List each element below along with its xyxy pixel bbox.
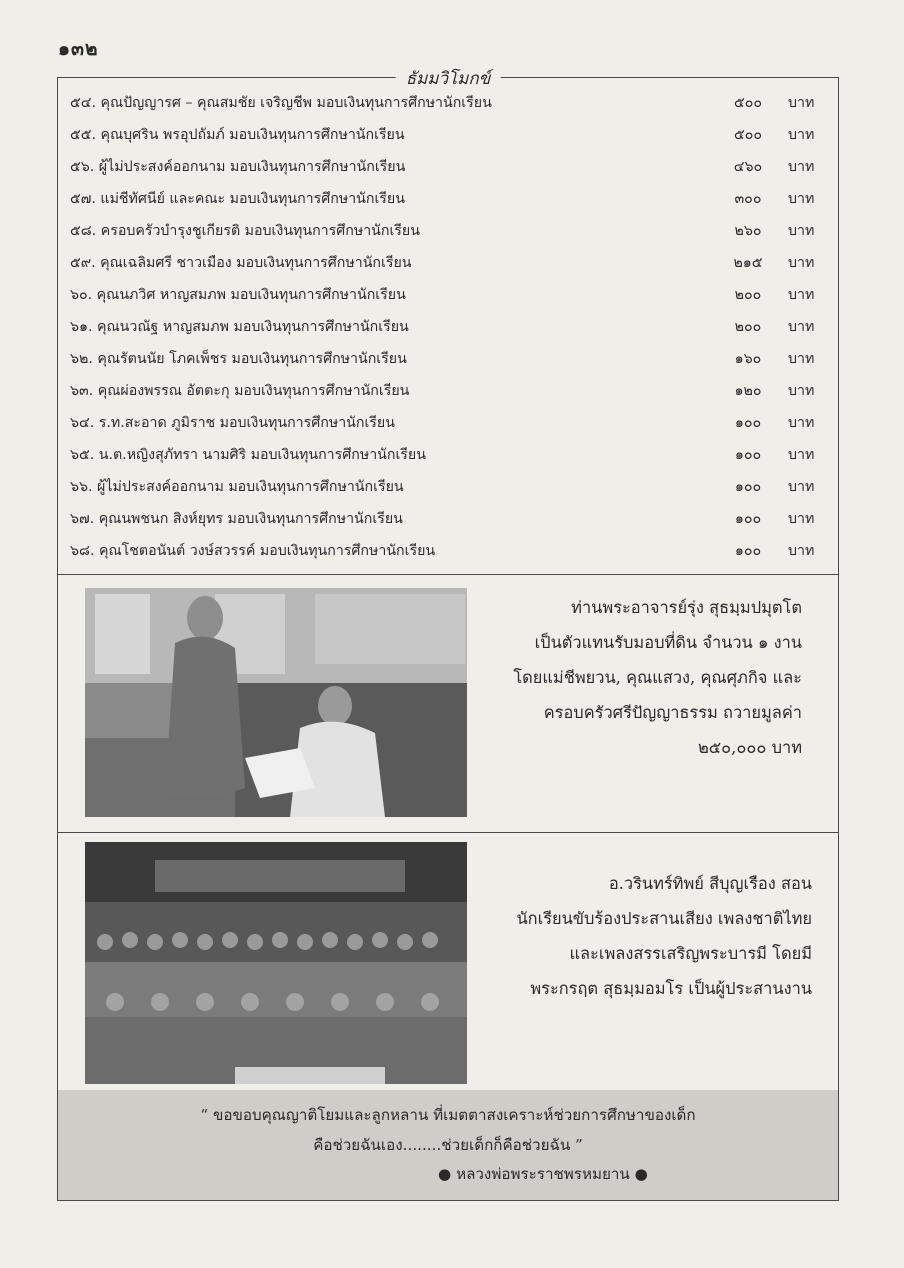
donation-row: [58, 472, 838, 502]
donor-name: ๖๓. คุณผ่องพรรณ อัตตะกุ มอบเงินทุนการศึกษานักเรียน: [70, 383, 410, 399]
donation-row: [58, 408, 838, 438]
donation-amount: ๒๐๐: [734, 319, 762, 335]
donation-amount: ๕๐๐: [733, 127, 763, 143]
content-frame: [57, 69, 839, 1201]
currency-unit: บาท: [788, 543, 815, 559]
quote-line-2: คือช่วยฉันเอง........ช่วยเด็กก็คือช่วยฉัน ”: [313, 1136, 583, 1154]
currency-unit: บาท: [788, 383, 815, 399]
donation-amount: ๑๐๐: [734, 511, 762, 527]
donor-name: ๖๑. คุณนวณัฐ หาญสมภพ มอบเงินทุนการศึกษานักเรียน: [70, 319, 409, 335]
photo-placeholder: [85, 588, 467, 817]
caption-line: พระกรฤต สุธมฺมอมโร เป็นผู้ประสานงาน: [530, 979, 812, 998]
donation-row: [58, 216, 838, 246]
donation-row: [58, 440, 838, 470]
header-title: ธัมมวิโมกข์: [396, 65, 501, 92]
donor-name: ๖๐. คุณนภวิศ หาญสมภพ มอบเงินทุนการศึกษานักเรียน: [70, 287, 406, 303]
donor-name: ๕๙. คุณเฉลิมศรี ชาวเมือง มอบเงินทุนการศึกษานักเรียน: [70, 255, 412, 271]
donation-amount: ๓๐๐: [734, 191, 762, 207]
currency-unit: บาท: [788, 447, 815, 463]
donation-amount: ๑๐๐: [734, 447, 762, 463]
currency-unit: บาท: [788, 159, 815, 175]
donation-amount: ๒๖๐: [734, 223, 762, 239]
quote-signature: ● หลวงพ่อพระราชพรหมยาน ●: [438, 1165, 648, 1183]
donor-name: ๕๘. ครอบครัวบำรุงชูเกียรติ มอบเงินทุนการศึกษานักเรียน: [70, 223, 420, 239]
donation-amount: ๒๐๐: [734, 287, 762, 303]
caption-line: เป็นตัวแทนรับมอบที่ดิน จำนวน ๑ งาน: [534, 633, 802, 652]
donation-amount: ๑๖๐: [734, 351, 762, 367]
quote-line-1: “ ขอขอบคุณญาติโยมและลูกหลาน ที่เมตตาสงเคราะห์ช่วยการศึกษาของเด็ก: [200, 1106, 696, 1124]
currency-unit: บาท: [788, 415, 815, 431]
donation-amount: ๕๐๐: [733, 95, 763, 111]
donation-row: [58, 152, 838, 182]
currency-unit: บาท: [788, 255, 815, 271]
currency-unit: บาท: [788, 319, 815, 335]
page-number: ๑๓๒: [58, 38, 99, 60]
donor-name: ๖๔. ร.ท.สะอาด ภูมิราช มอบเงินทุนการศึกษานักเรียน: [70, 415, 395, 431]
choir-section: [58, 832, 838, 1091]
donor-name: ๖๒. คุณรัตนนัย โภคเพ็ชร มอบเงินทุนการศึกษานักเรียน: [70, 351, 407, 367]
donation-amount: ๑๐๐: [734, 543, 762, 559]
donation-row: [58, 88, 838, 118]
donation-row: [58, 312, 838, 342]
donation-row: [58, 344, 838, 374]
caption-line: ๒๕๐,๐๐๐ บาท: [697, 738, 802, 757]
caption-line: ครอบครัวศรีปัญญาธรรม ถวายมูลค่า: [543, 703, 802, 722]
donor-name: ๖๕. น.ต.หญิงสุภัทรา นามศิริ มอบเงินทุนการศึกษานักเรียน: [70, 447, 426, 463]
donation-row: [58, 536, 838, 566]
donation-amount: ๑๐๐: [734, 415, 762, 431]
currency-unit: บาท: [788, 191, 815, 207]
currency-unit: บาท: [788, 479, 815, 495]
caption-line: อ.วรินทร์ทิพย์ สีบุญเรือง สอน: [608, 874, 812, 893]
donation-amount: ๑๐๐: [734, 479, 762, 495]
land-donation-section: [58, 574, 838, 833]
donation-row: [58, 504, 838, 534]
donation-row: [58, 248, 838, 278]
land-donation-photo: [85, 588, 467, 817]
currency-unit: บาท: [788, 287, 815, 303]
currency-unit: บาท: [788, 127, 815, 143]
donor-name: ๕๔. คุณปัญญารศ – คุณสมชัย เจริญชีพ มอบเงินทุนการศึกษานักเรียน: [70, 95, 492, 111]
photo-placeholder: [85, 842, 467, 1084]
donor-name: ๕๗. แม่ชีทัศนีย์ และคณะ มอบเงินทุนการศึกษานักเรียน: [70, 191, 405, 207]
currency-unit: บาท: [788, 351, 815, 367]
donor-name: ๕๕. คุณบุศริน พรอุปถัมภ์ มอบเงินทุนการศึกษานักเรียน: [70, 127, 405, 143]
donation-amount: ๒๑๕: [733, 255, 763, 271]
quote-box: [58, 1090, 838, 1200]
donation-row: [58, 184, 838, 214]
donation-row: [58, 280, 838, 310]
donor-name: ๕๖. ผู้ไม่ประสงค์ออกนาม มอบเงินทุนการศึกษานักเรียน: [70, 159, 406, 175]
donor-name: ๖๗. คุณนพชนก สิงห์ยุทร มอบเงินทุนการศึกษานักเรียน: [70, 511, 403, 527]
currency-unit: บาท: [788, 511, 815, 527]
currency-unit: บาท: [788, 95, 815, 111]
donation-amount: ๔๖๐: [733, 159, 763, 175]
caption-line: นักเรียนขับร้องประสานเสียง เพลงชาติไทย: [516, 909, 812, 928]
donor-name: ๖๖. ผู้ไม่ประสงค์ออกนาม มอบเงินทุนการศึกษานักเรียน: [70, 479, 404, 495]
donation-list: [58, 78, 838, 575]
caption-line: ท่านพระอาจารย์รุ่ง สุธมฺมปมุตโต: [571, 598, 802, 617]
donation-row: [58, 376, 838, 406]
land-donation-caption: [513, 590, 802, 765]
caption-line: และเพลงสรรเสริญพระบารมี โดยมี: [569, 944, 812, 963]
donation-row: [58, 120, 838, 150]
donor-name: ๖๘. คุณโชตอนันต์ วงษ์สวรรค์ มอบเงินทุนการศึกษานักเรียน: [70, 543, 436, 559]
choir-caption: [516, 866, 812, 1006]
currency-unit: บาท: [788, 223, 815, 239]
donation-amount: ๑๒๐: [734, 383, 762, 399]
choir-group-photo: [85, 842, 467, 1084]
caption-line: โดยแม่ชีพยวน, คุณแสวง, คุณศุภกิจ และ: [513, 668, 802, 687]
